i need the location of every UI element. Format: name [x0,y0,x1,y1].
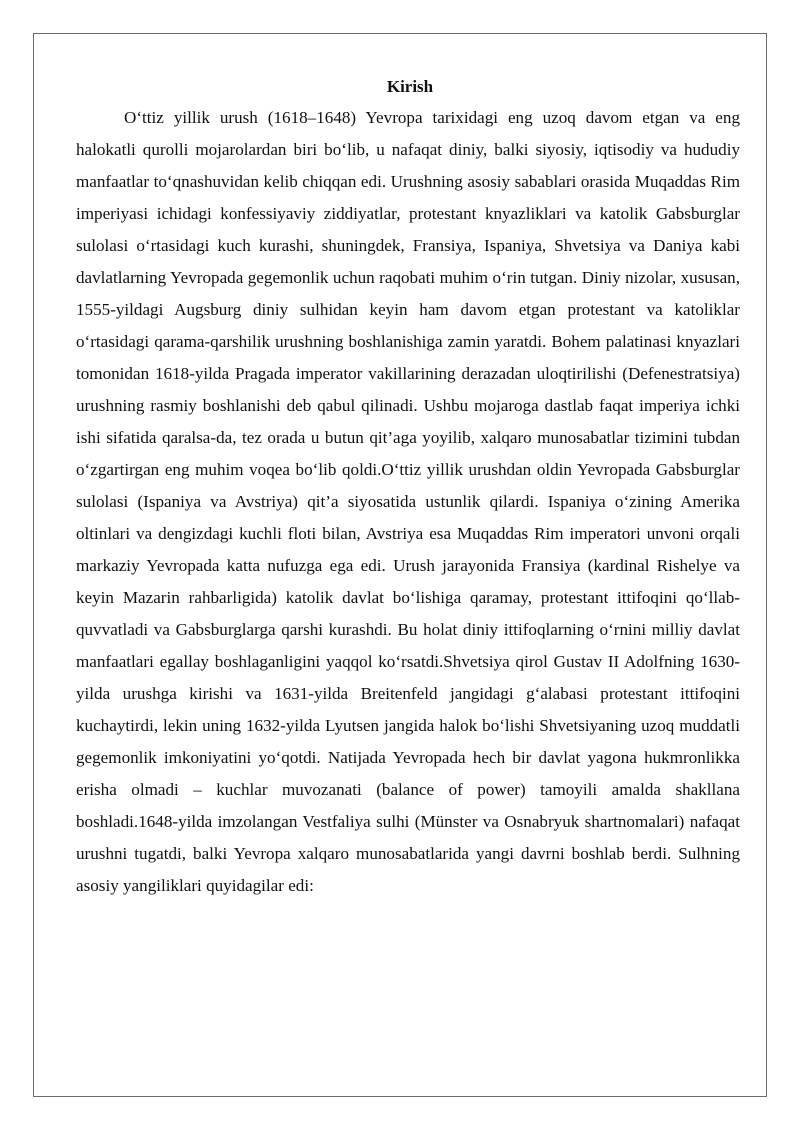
document-content [76,72,740,902]
section-heading: Kirish [386,77,434,96]
body-paragraph: O‘ttiz yillik urush (1618–1648) Yevropa tarixidagi eng uzoq davom etgan va eng halokatli qurolli mojarolardan biri bo‘lib, u nafaqat diniy, balki siyosiy, iqtisodiy va hududiy manfaatlar to‘qnashuvidan kelib chiqqan edi. Urushning asosiy sabablari orasida Muqaddas Rim imperiyasi ichidagi konfessiyaviy ziddiyatlar, protestant knyazliklari va katolik Gabsburglar sulolasi o‘rtasidagi kuch kurashi, shuningdek, Fransiya, Ispaniya, Shvetsiya va Daniya kabi davlatlarning Yevropada gegemonlik uchun raqobati muhim o‘rin tutgan. Diniy nizolar, xususan, 1555-yildagi Augsburg diniy sulhidan keyin ham davom etgan protestant va katoliklar o‘rtasidagi qarama-qarshilik urushning boshlanishiga zamin yaratdi. Bohem palatinasi knyazlari tomonidan 1618-yilda Pragada imperator vakillarining derazadan uloqtirilishi (Defenestratsiya) urushning rasmiy boshlanishi deb qabul qilinadi. Ushbu mojaroga dastlab faqat imperiya ichki ishi sifatida qaralsa-da, tez orada u butun qit’aga yoyilib, xalqaro munosabatlar tizimini tubdan o‘zgartirgan eng muhim voqea bo‘lib qoldi.O‘ttiz yillik urushdan oldin Yevropada Gabsburglar sulolasi (Ispaniya va Avstriya) qit’a siyosatida ustunlik qilardi. Ispaniya o‘zining Amerika oltinlari va dengizdagi kuchli floti bilan, Avstriya esa Muqaddas Rim imperatori unvoni orqali markaziy Yevropada katta nufuzga ega edi. Urush jarayonida Fransiya (kardinal Rishelye va keyin Mazarin rahbarligida) katolik davlat bo‘lishiga qaramay, protestant ittifoqini qo‘llab-quvvatladi va Gabsburglarga qarshi kurashdi. Bu holat diniy ittifoqlarning o‘rnini milliy davlat manfaatlari egallay boshlaganligini yaqqol ko‘rsatdi.Shvetsiya qirol Gustav II Adolfning 1630-yilda urushga kirishi va 1631-yilda Breitenfeld jangidagi g‘alabasi protestant ittifoqini kuchaytirdi, lekin uning 1632-yilda Lyutsen jangida halok bo‘lishi Shvetsiyaning uzoq muddatli gegemonlik imkoniyatini yo‘qotdi. Natijada Yevropada hech bir davlat yagona hukmronlikka erisha olmadi – kuchlar muvozanati (balance of power) tamoyili amalda shakllana boshladi.1648-yilda imzolangan Vestfaliya sulhi (Münster va Osnabryuk shartnomalari) nafaqat urushni tugatdi, balki Yevropa xalqaro munosabatlarida yangi davrni boshlab berdi. Sulhning asosiy yangiliklari quyidagilar edi: [76,108,740,895]
